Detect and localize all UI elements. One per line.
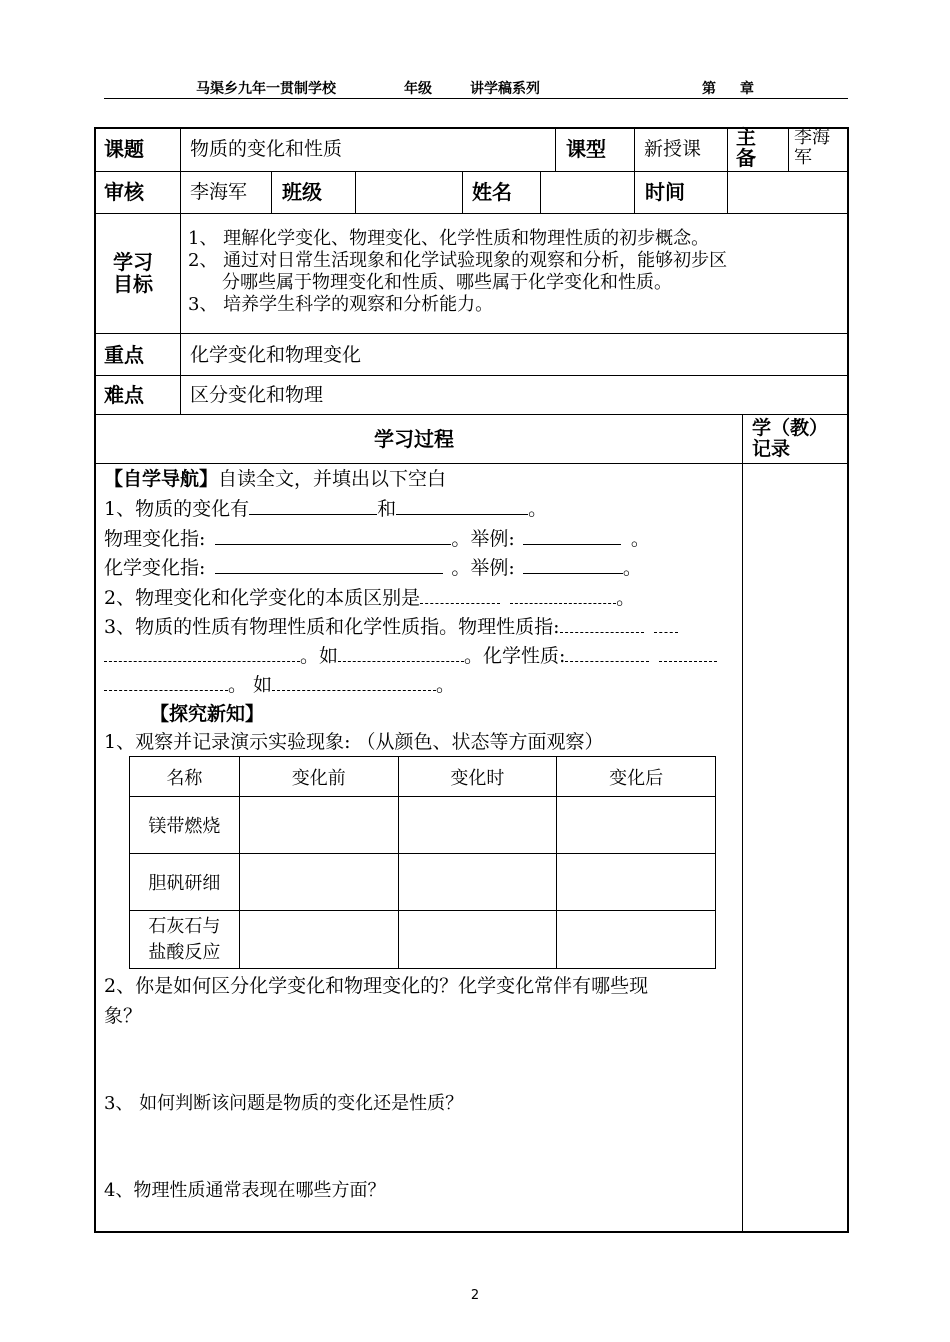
table-row bbox=[130, 911, 716, 969]
blank-phys-prop-1[interactable] bbox=[560, 618, 644, 633]
review-label: 审核 bbox=[104, 180, 144, 204]
type-label: 课型 bbox=[566, 137, 606, 161]
school-name: 马渠乡九年一贯制学校 bbox=[196, 81, 336, 97]
series-label: 讲学稿系列 bbox=[470, 81, 540, 97]
col-header-before: 变化前 bbox=[239, 757, 398, 797]
blank-phys-def[interactable] bbox=[215, 530, 451, 545]
cell-before[interactable] bbox=[239, 797, 398, 854]
blank-change-1[interactable] bbox=[249, 500, 377, 515]
row-name-cuso4: 胆矾研细 bbox=[130, 854, 240, 911]
cell-during[interactable] bbox=[398, 797, 557, 854]
q3-text: 3、物质的性质有物理性质和化学性质指。物理性质指: bbox=[104, 616, 560, 638]
blank-chem-example[interactable] bbox=[523, 559, 623, 574]
blank-chem-prop-3[interactable] bbox=[104, 676, 228, 691]
cell-after[interactable] bbox=[557, 911, 716, 969]
topic-label: 课题 bbox=[104, 137, 144, 161]
grade-label: 年级 bbox=[404, 81, 432, 97]
cell-before[interactable] bbox=[239, 911, 398, 969]
explore-q4: 4、物理性质通常表现在哪些方面？ bbox=[104, 1180, 386, 1201]
blank-chem-def[interactable] bbox=[215, 559, 443, 574]
lead-label: 主备 bbox=[736, 125, 756, 170]
class-label: 班级 bbox=[282, 180, 322, 204]
q2-end: 。 bbox=[616, 587, 636, 609]
explore-q3: 3、 如何判断该问题是物质的变化还是性质？ bbox=[104, 1093, 464, 1114]
chem-example-label: 。举例: bbox=[451, 557, 515, 579]
header-rule bbox=[104, 98, 848, 99]
explore-q2-line2: 象？ bbox=[104, 1005, 143, 1027]
table-row bbox=[130, 797, 716, 854]
time-label: 时间 bbox=[645, 180, 685, 204]
q1-and: 和 bbox=[377, 498, 397, 520]
chem-prop-label: 。化学性质: bbox=[464, 645, 566, 667]
cell-before[interactable] bbox=[239, 854, 398, 911]
phys-example-label: 。举例: bbox=[451, 528, 515, 550]
row-name-limestone: 石灰石与盐酸反应 bbox=[130, 911, 240, 969]
blank-chem-prop-1[interactable] bbox=[565, 647, 649, 662]
chapter-suffix: 章 bbox=[740, 81, 754, 97]
blank-phys-example-2[interactable] bbox=[338, 647, 464, 662]
topic-value: 物质的变化和性质 bbox=[190, 138, 343, 160]
goal-item-2-cont: 分哪些属于物理变化和性质、哪些属于化学变化和性质。 bbox=[222, 272, 672, 293]
self-study-heading: 【自学导航】 bbox=[104, 468, 219, 490]
q1-text: 1、物质的变化有 bbox=[104, 498, 250, 520]
blank-chem-example-2[interactable] bbox=[272, 676, 436, 691]
blank-chem-prop-2[interactable] bbox=[659, 647, 717, 662]
review-value: 李海军 bbox=[190, 181, 248, 203]
blank-change-2[interactable] bbox=[396, 500, 528, 515]
key-point-label: 重点 bbox=[104, 343, 144, 367]
key-point-value: 化学变化和物理变化 bbox=[190, 344, 362, 366]
page-number: 2 bbox=[470, 1288, 480, 1303]
blank-essential-1[interactable] bbox=[420, 589, 500, 604]
col-header-after: 变化后 bbox=[557, 757, 716, 797]
cell-during[interactable] bbox=[398, 911, 557, 969]
difficulty-label: 难点 bbox=[104, 383, 144, 407]
cell-during[interactable] bbox=[398, 854, 557, 911]
row-name-mg: 镁带燃烧 bbox=[130, 797, 240, 854]
col-header-during: 变化时 bbox=[398, 757, 557, 797]
q2-text: 2、物理变化和化学变化的本质区别是 bbox=[104, 587, 421, 609]
running-header bbox=[0, 78, 950, 98]
such-as-label-2: 。 如 bbox=[228, 674, 273, 696]
phys-def-label: 物理变化指: bbox=[104, 528, 206, 550]
cell-after[interactable] bbox=[557, 797, 716, 854]
col-header-name: 名称 bbox=[130, 757, 240, 797]
explore-q2-line1: 2、你是如何区分化学变化和物理变化的？化学变化常伴有哪些现 bbox=[104, 975, 649, 997]
type-value: 新授课 bbox=[644, 138, 702, 160]
chem-end: 。 bbox=[622, 557, 642, 579]
blank-essential-2[interactable] bbox=[510, 589, 616, 604]
blank-phys-prop-3[interactable] bbox=[104, 647, 300, 662]
table-row bbox=[130, 854, 716, 911]
q3-end: 。 bbox=[436, 674, 456, 696]
such-as-label: 。如 bbox=[300, 645, 339, 667]
name-label: 姓名 bbox=[472, 180, 512, 204]
goal-item-2: 2、 通过对日常生活现象和化学试验现象的观察和分析，能够初步区 bbox=[188, 250, 728, 271]
notes-title: 学（教）记录 bbox=[752, 417, 829, 460]
difficulty-value: 区分变化和物理 bbox=[190, 384, 324, 406]
self-study-intro: 自读全文，并填出以下空白 bbox=[218, 468, 447, 490]
chapter-prefix: 第 bbox=[702, 81, 716, 97]
q1-end: 。 bbox=[528, 498, 548, 520]
lead-value: 李海军 bbox=[794, 127, 830, 168]
phys-end: 。 bbox=[630, 528, 650, 550]
explore-q1: 1、观察并记录演示实验现象: （从颜色、状态等方面观察） bbox=[104, 731, 604, 753]
goal-item-3: 3、 培养学生科学的观察和分析能力。 bbox=[188, 294, 494, 315]
experiment-table bbox=[129, 756, 716, 969]
cell-after[interactable] bbox=[557, 854, 716, 911]
blank-phys-prop-2[interactable] bbox=[654, 618, 678, 633]
process-title: 学习过程 bbox=[374, 427, 454, 451]
chem-def-label: 化学变化指: bbox=[104, 557, 206, 579]
explore-heading: 【探究新知】 bbox=[150, 703, 265, 725]
blank-phys-example[interactable] bbox=[523, 530, 621, 545]
goal-item-1: 1、 理解化学变化、物理变化、化学性质和物理性质的初步概念。 bbox=[188, 228, 710, 249]
goals-label: 学习目标 bbox=[113, 250, 153, 296]
